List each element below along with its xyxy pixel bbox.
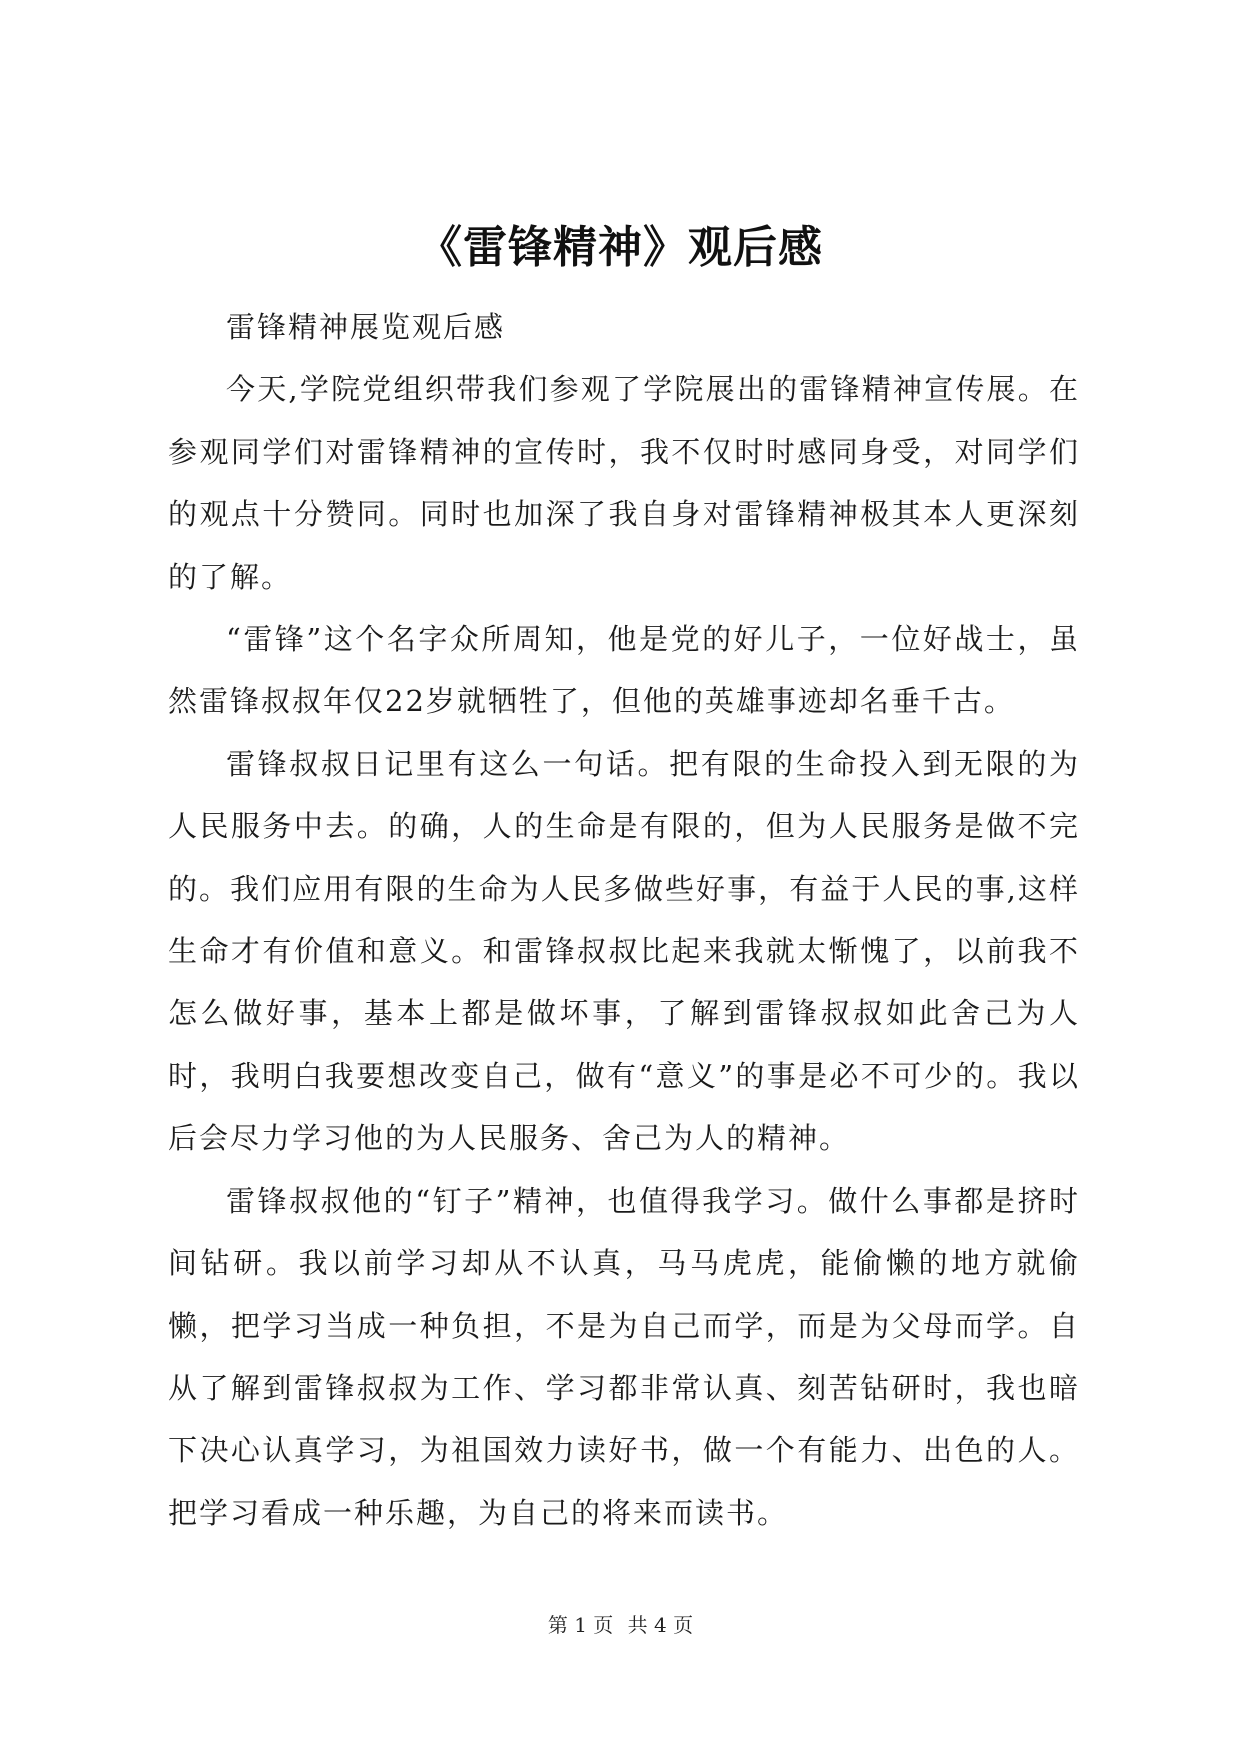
document-title: 《雷锋精神》观后感 (418, 222, 823, 273)
body-paragraph: 今天,学院党组织带我们参观了学院展出的雷锋精神宣传展。在参观同学们对雷锋精神的宣传时，我不仅时时感同身受，对同学们的观点十分赞同。同时也加深了我自身对雷锋精神极其本人更深刻的了解。 (168, 372, 1080, 594)
body-paragraph: 雷锋叔叔他的“钉子”精神，也值得我学习。做什么事都是挤时间钻研。我以前学习却从不认真，马马虎虎，能偷懒的地方就偷懒，把学习当成一种负担，不是为自己而学，而是为父母而学。自从了解到雷锋叔叔为工作、学习都非常认真、刻苦钻研时，我也暗下决心认真学习，为祖国效力读好书，做一个有能力、出色的人。把学习看成一种乐趣，为自己的将来而读书。 (168, 1183, 1080, 1530)
document-body (168, 296, 1080, 1544)
subtitle-paragraph: 雷锋精神展览观后感 (226, 310, 506, 344)
page-total: 共 4 页 (627, 1613, 694, 1637)
page-number: 第 1 页 (547, 1613, 614, 1637)
body-paragraph: 雷锋叔叔日记里有这么一句话。把有限的生命投入到无限的为人民服务中去。的确，人的生命是有限的，但为人民服务是做不完的。我们应用有限的生命为人民多做些好事，有益于人民的事,这样生命才有价值和意义。和雷锋叔叔比起来我就太惭愧了，以前我不怎么做好事，基本上都是做坏事，了解到雷锋叔叔如此舍己为人时，我明白我要想改变自己，做有“意义”的事是必不可少的。我以后会尽力学习他的为人民服务、舍己为人的精神。 (168, 746, 1080, 1156)
page-footer (0, 1610, 1241, 1640)
body-paragraph: “雷锋”这个名字众所周知，他是党的好儿子，一位好战士，虽然雷锋叔叔年仅22岁就牺牲了，但他的英雄事迹却名垂千古。 (168, 622, 1080, 719)
